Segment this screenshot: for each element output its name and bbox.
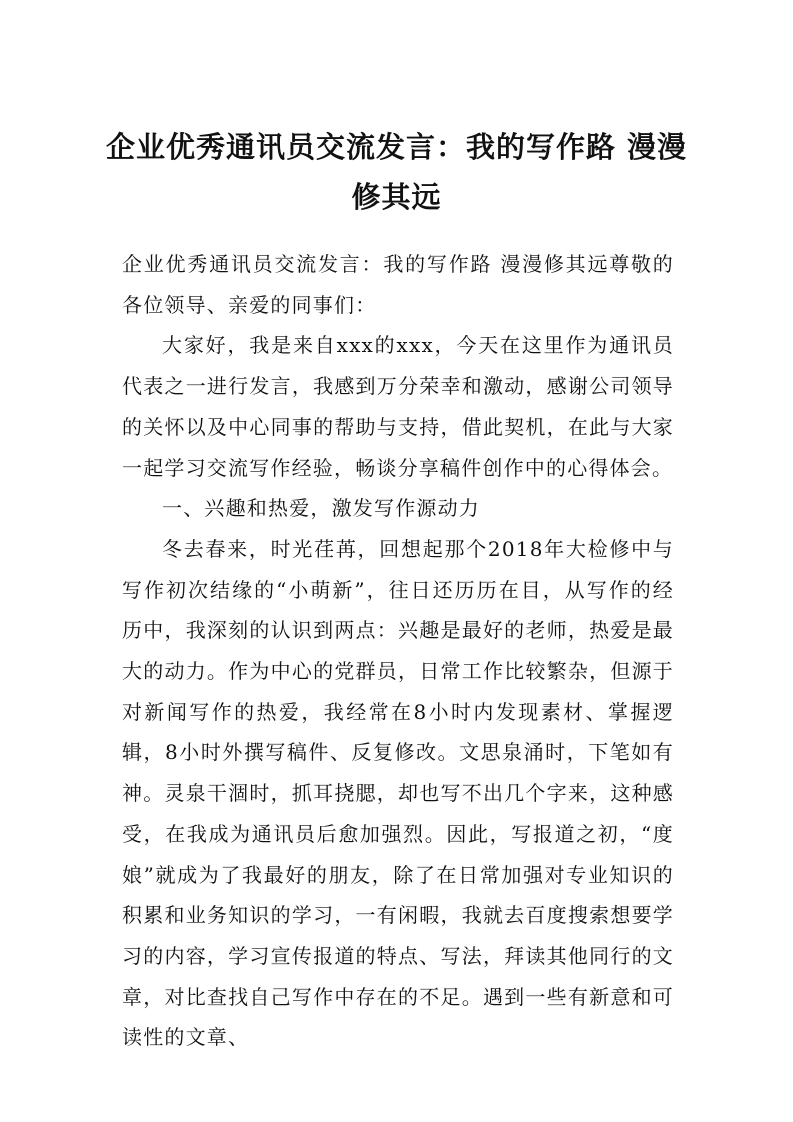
document-title: 企业优秀通讯员交流发言：我的写作路 漫漫修其远 bbox=[105, 130, 688, 214]
opening-paragraph: 企业优秀通讯员交流发言：我的写作路 漫漫修其远尊敬的各位领导、亲爱的同事们： bbox=[122, 252, 674, 317]
section-1-paragraph: 冬去春来，时光荏苒，回想起那个2018年大检修中与写作初次结缘的“小萌新”，往日还历历在目，从写作的经历中，我深刻的认识到两点：兴趣是最好的老师，热爱是最大的动力。作为中心的党群员，日常工作比较繁杂，但源于对新闻写作的热爱，我经常在8小时内发现素材、掌握逻辑，8小时外撰写稿件、反复修改。文思泉涌时，下笔如有神。灵泉干涸时，抓耳挠腮，却也写不出几个字来，这种感受，在我成为通讯员后愈加强烈。因此，写报道之初，“度娘”就成为了我最好的朋友，除了在日常加强对专业知识的积累和业务知识的学习，一有闲暇，我就去百度搜索想要学习的内容，学习宣传报道的特点、写法，拜读其他同行的文章，对比查找自己写作中存在的不足。遇到一些有新意和可读性的文章、 bbox=[122, 536, 674, 1050]
document-body bbox=[122, 244, 674, 1058]
section-heading-1: 一、兴趣和热爱，激发写作源动力 bbox=[162, 496, 480, 521]
greeting-paragraph: 大家好，我是来自xxx的xxx，今天在这里作为通讯员代表之一进行发言，我感到万分荣幸和激动，感谢公司领导的关怀以及中心同事的帮助与支持，借此契机，在此与大家一起学习交流写作经验，畅谈分享稿件创作中的心得体会。 bbox=[122, 333, 674, 480]
